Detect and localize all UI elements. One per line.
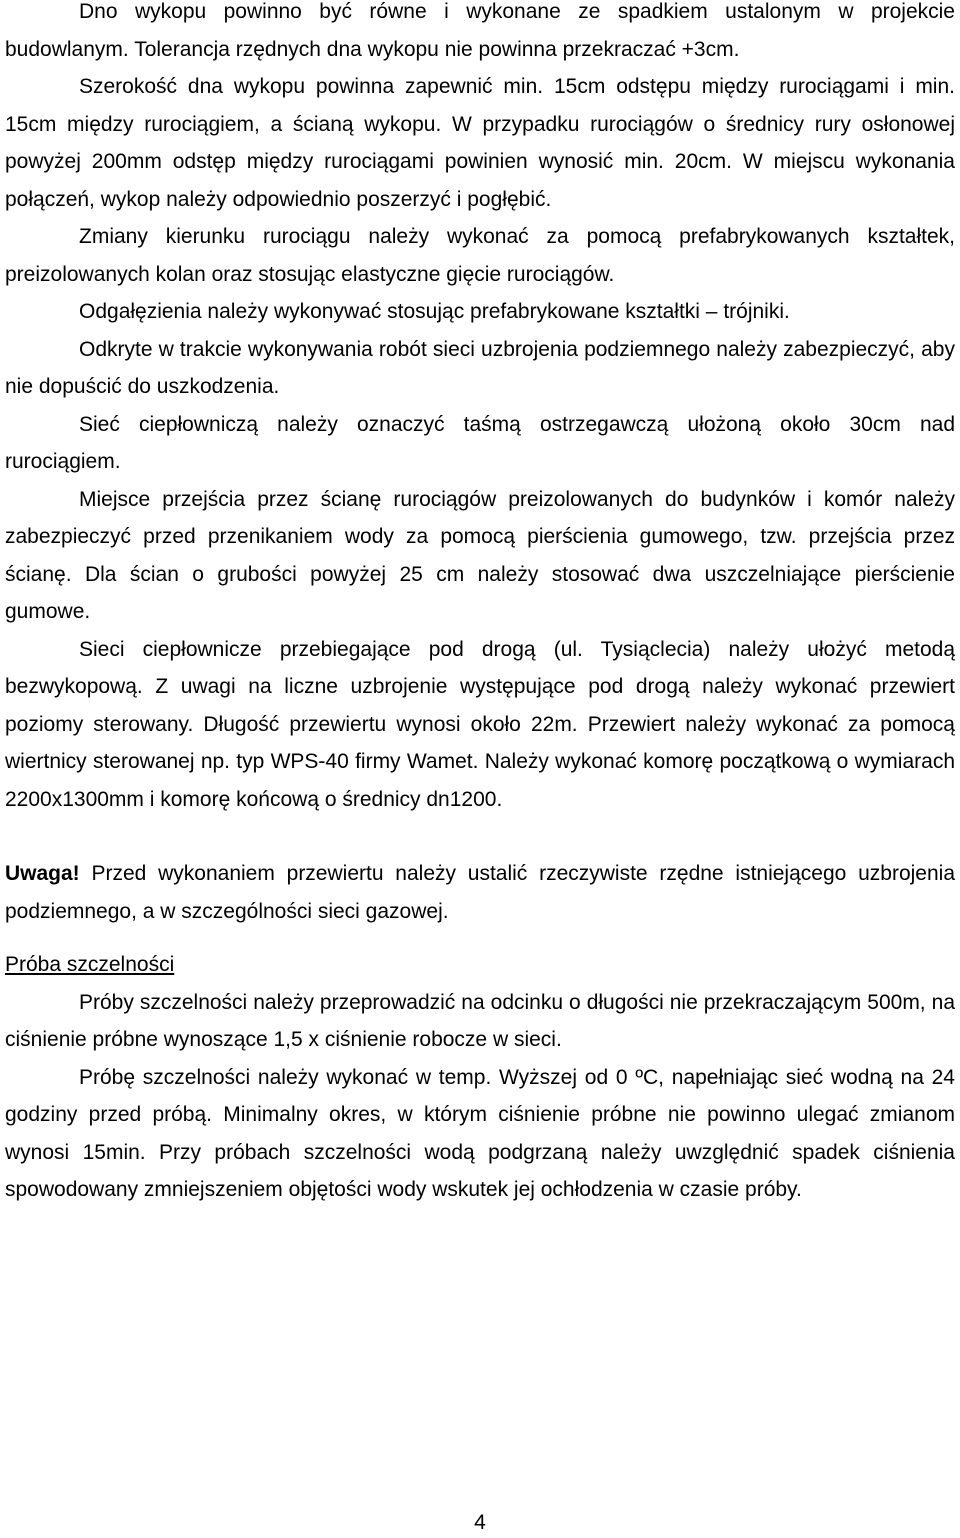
warning-label: Uwaga!: [5, 862, 80, 885]
paragraph-test-procedure: Próbę szczelności należy wykonać w temp. Wyższej od 0 ºC, napełniając sieć wodną na 24 godziny przed próbą. Minimalny okres, w którym ciśnienie próbne nie powinno ulegać zmianom wynosi 15min. Przy próbach szczelności wodą podgrzaną należy uwzględnić spadek ciśnienia spowodowany zmniejszeniem objętości wody wskutek jej ochłodzenia w czasie próby.: [5, 1065, 955, 1201]
warning-paragraph: [5, 855, 955, 930]
paragraph-branches: Odgałęzienia należy wykonywać stosując prefabrykowane kształtki – trójniki.: [79, 300, 790, 323]
warning-text: Przed wykonaniem przewiertu należy ustalić rzeczywiste rzędne istniejącego uzbrojenia podziemnego, a w szczególności sieci gazowej.: [5, 862, 955, 923]
paragraph-warning-tape: Sieć ciepłowniczą należy oznaczyć taśmą ostrzegawczą ułożoną około 30cm nad rurociągiem.: [5, 412, 955, 473]
document-page: [5, 0, 955, 1209]
paragraph-wall-penetration: Miejsce przejścia przez ścianę rurociągów preizolowanych do budynków i komór należy zabezpieczyć przed przenikaniem wody za pomocą pierścienia gumowego, tzw. przejścia przez ścianę. Dla ścian o grubości powyżej 25 cm należy stosować dwa uszczelniające pierścienie gumowe.: [5, 487, 955, 623]
section-heading-text: Próba szczelności: [5, 953, 175, 976]
paragraph-trench-bottom: Dno wykopu powinno być równe i wykonane ze spadkiem ustalonym w projekcie budowlanym. Tolerancja rzędnych dna wykopu nie powinna przekraczać +3cm.: [5, 0, 955, 61]
page-number: 4: [474, 1511, 486, 1534]
paragraph-utilities-protection: Odkryte w trakcie wykonywania robót sieci uzbrojenia podziemnego należy zabezpieczyć, aby nie dopuścić do uszkodzenia.: [5, 337, 955, 398]
paragraph-test-length: Próby szczelności należy przeprowadzić na odcinku o długości nie przekraczającym 500m, na ciśnienie próbne wynoszące 1,5 x ciśnienie robocze w sieci.: [5, 990, 955, 1051]
section-heading: [5, 946, 955, 984]
paragraph-trench-width: Szerokość dna wykopu powinna zapewnić min. 15cm odstępu między rurociągami i min. 15cm między rurociągiem, a ścianą wykopu. W przypadku rurociągów o średnicy rury osłonowej powyżej 200mm odstęp między rurociągami powinien wynosić min. 20cm. W miejscu wykonania połączeń, wykop należy odpowiednio poszerzyć i pogłębić.: [5, 75, 955, 211]
paragraph-direction-changes: Zmiany kierunku rurociągu należy wykonać za pomocą prefabrykowanych kształtek, preizolowanych kolan oraz stosując elastyczne gięcie rurociągów.: [5, 225, 955, 286]
paragraph-trenchless-method: Sieci ciepłownicze przebiegające pod drogą (ul. Tysiąclecia) należy ułożyć metodą bezwykopową. Z uwagi na liczne uzbrojenie występujące pod drogą należy wykonać przewiert poziomy sterowany. Długość przewiertu wynosi około 22m. Przewiert należy wykonać za pomocą wiertnicy sterowanej np. typ WPS-40 firmy Wamet. Należy wykonać komorę początkową o wymiarach 2200x1300mm i komorę końcową o średnicy dn1200.: [5, 637, 955, 811]
